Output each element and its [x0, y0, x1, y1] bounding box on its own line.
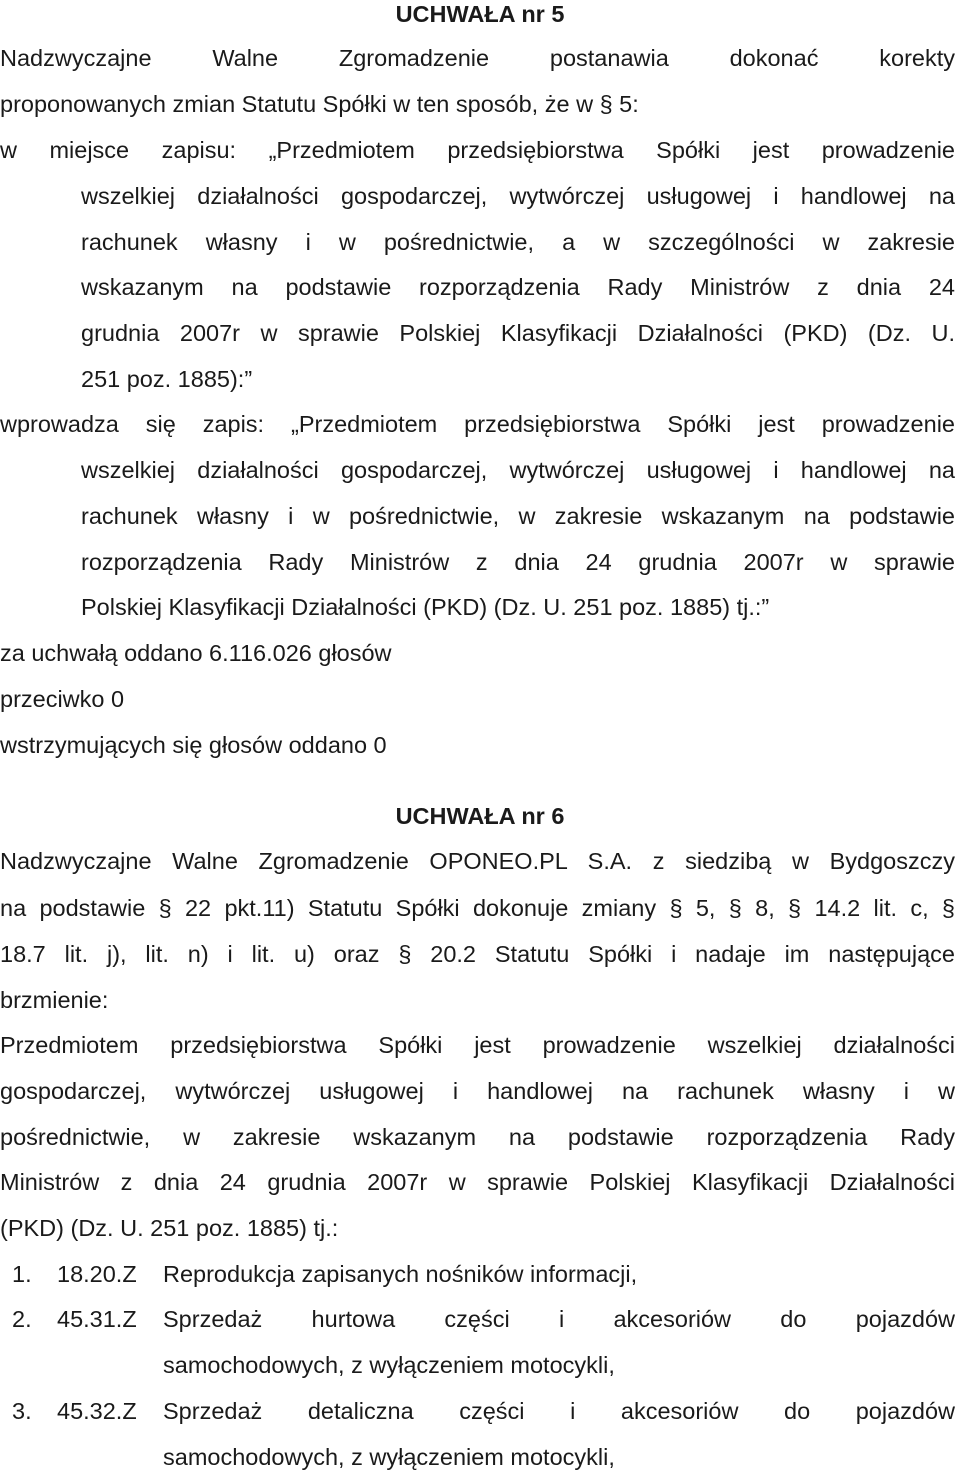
- resolution-5-line-3: w miejsce zapisu: „Przedmiotem przedsiębiorstwa Spółki jest prowadzenie: [0, 137, 955, 163]
- resolution-5-line-5: rachunek własny i w pośrednictwie, a w szczególności w zakresie: [81, 229, 955, 255]
- list-item-text-continuation: samochodowych, z wyłączeniem motocykli,: [163, 1444, 615, 1470]
- resolution-5-title: UCHWAŁA nr 5: [395, 1, 565, 27]
- resolution-5-line-13: Polskiej Klasyfikacji Działalności (PKD) (Dz. U. 251 poz. 1885) tj.:”: [81, 594, 770, 620]
- resolution-5-line-9: wprowadza się zapis: „Przedmiotem przedsiębiorstwa Spółki jest prowadzenie: [0, 411, 955, 437]
- votes-abstain: wstrzymujących się głosów oddano 0: [0, 732, 387, 758]
- votes-for: za uchwałą oddano 6.116.026 głosów: [0, 640, 392, 666]
- resolution-5-line-4: wszelkiej działalności gospodarczej, wytwórczej usługowej i handlowej na: [81, 183, 955, 209]
- resolution-5-line-10: wszelkiej działalności gospodarczej, wytwórczej usługowej i handlowej na: [81, 457, 955, 483]
- list-item-number: 3.: [12, 1398, 32, 1424]
- resolution-5-line-8: 251 poz. 1885):”: [81, 366, 253, 392]
- resolution-6-line-9: (PKD) (Dz. U. 251 poz. 1885) tj.:: [0, 1215, 339, 1241]
- resolution-6-line-3: 18.7 lit. j), lit. n) i lit. u) oraz § 20.2 Statutu Spółki i nadaje im następujące: [0, 941, 955, 967]
- list-item-pkd-code: 45.31.Z: [57, 1306, 137, 1332]
- resolution-6-line-4: brzmienie:: [0, 987, 109, 1013]
- resolution-6-line-1: Nadzwyczajne Walne Zgromadzenie OPONEO.PL S.A. z siedzibą w Bydgoszczy: [0, 848, 955, 874]
- resolution-6-line-8: Ministrów z dnia 24 grudnia 2007r w sprawie Polskiej Klasyfikacji Działalności: [0, 1169, 955, 1195]
- resolution-5-line-2: proponowanych zmian Statutu Spółki w ten sposób, że w § 5:: [0, 91, 639, 117]
- list-item-text-continuation: samochodowych, z wyłączeniem motocykli,: [163, 1352, 615, 1378]
- resolution-6-line-7: pośrednictwie, w zakresie wskazanym na podstawie rozporządzenia Rady: [0, 1124, 955, 1150]
- resolution-6-title: UCHWAŁA nr 6: [395, 803, 565, 829]
- resolution-5-line-11: rachunek własny i w pośrednictwie, w zakresie wskazanym na podstawie: [81, 503, 955, 529]
- resolution-5-line-12: rozporządzenia Rady Ministrów z dnia 24 grudnia 2007r w sprawie: [81, 549, 955, 575]
- resolution-5-line-6: wskazanym na podstawie rozporządzenia Rady Ministrów z dnia 24: [81, 274, 955, 300]
- list-item-text: Reprodukcja zapisanych nośników informacji,: [163, 1261, 638, 1287]
- list-item-pkd-code: 18.20.Z: [57, 1261, 137, 1287]
- list-item-text: Sprzedaż detaliczna części i akcesoriów do pojazdów: [163, 1398, 955, 1424]
- list-item-number: 2.: [12, 1306, 32, 1332]
- resolution-6-line-6: gospodarczej, wytwórczej usługowej i handlowej na rachunek własny i w: [0, 1078, 955, 1104]
- resolution-6-line-5: Przedmiotem przedsiębiorstwa Spółki jest prowadzenie wszelkiej działalności: [0, 1032, 955, 1058]
- list-item-pkd-code: 45.32.Z: [57, 1398, 137, 1424]
- votes-against: przeciwko 0: [0, 686, 125, 712]
- list-item-text: Sprzedaż hurtowa części i akcesoriów do pojazdów: [163, 1306, 955, 1332]
- resolution-5-line-1: Nadzwyczajne Walne Zgromadzenie postanawia dokonać korekty: [0, 45, 955, 71]
- resolution-6-line-2: na podstawie § 22 pkt.11) Statutu Spółki dokonuje zmiany § 5, § 8, § 14.2 lit. c, §: [0, 895, 955, 921]
- resolution-5-line-7: grudnia 2007r w sprawie Polskiej Klasyfikacji Działalności (PKD) (Dz. U.: [81, 320, 955, 346]
- list-item-number: 1.: [12, 1261, 32, 1287]
